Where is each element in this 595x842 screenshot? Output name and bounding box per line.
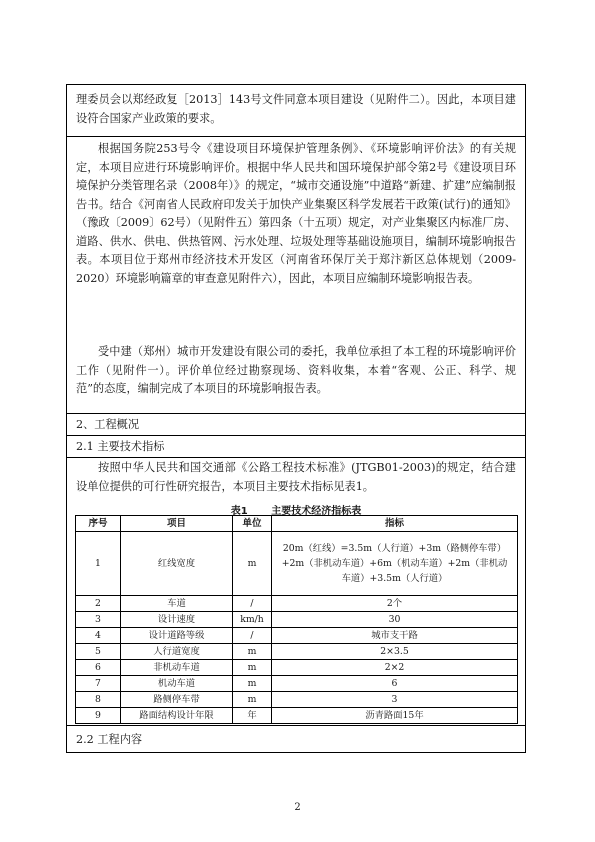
cell-value: 6 (272, 676, 518, 692)
cell-index: 6 (76, 660, 121, 676)
table-row (76, 532, 518, 596)
table-row (76, 692, 518, 708)
header-item: 项目 (121, 516, 233, 532)
table-row (76, 612, 518, 628)
table-row (76, 676, 518, 692)
section-title-overview: 2、工程概况 (76, 418, 140, 431)
header-index: 序号 (76, 516, 121, 532)
page-number: 2 (294, 802, 301, 813)
cell-value: 20m（红线）=3.5m（人行道）+3m（路侧停车带）+2m（非机动车道）+6m（机动车道）+2m（非机动车道）+3.5m（人行道） (272, 532, 518, 596)
cell-index: 2 (76, 596, 121, 612)
cell-value: 3 (272, 692, 518, 708)
cell-unit: 年 (233, 708, 272, 724)
cell-item: 人行道宽度 (121, 644, 233, 660)
cell-item: 红线宽度 (121, 532, 233, 596)
cell-index: 3 (76, 612, 121, 628)
cell-value: 城市支干路 (272, 628, 518, 644)
cell-value: 30 (272, 612, 518, 628)
section-title-project-content: 2.2 工程内容 (76, 733, 143, 746)
cell-item: 车道 (121, 596, 233, 612)
cell-index: 5 (76, 644, 121, 660)
divider (67, 725, 525, 726)
cell-item: 路面结构设计年限 (121, 708, 233, 724)
table-row (76, 708, 518, 724)
paragraph-regulations: 根据国务院253号令《建设项目环境保护管理条例》、《环境影响评价法》的有关规定，本项目应进行环境影响评价。根据中华人民共和国环境保护部令第2号《建设项目环境保护分类管理名录（2008年）》的规定，“城市交通设施”中道路“新建、扩建”应编制报告书。结合《河南省人民政府印发关于加快产业集聚区科学发展若干政策(试行)的通知》（豫政〔2009〕62号）（见附件五）第四条（十五项）规定，对产业集聚区内标准厂房、道路、供水、供电、供热管网、污水处理、垃圾处理等基础设施项目，编制环境影响报告表。本项目位于郑州市经济技术开发区（河南省环保厅关于郑汴新区总体规划（2009-2020）环境影响篇章的审查意见附件六），因此，本项目应编制环境影响报告表。 (76, 142, 516, 285)
cell-item: 设计道路等级 (121, 628, 233, 644)
tech-indicator-table (75, 515, 518, 724)
paragraph-tech-standard: 按照中华人民共和国交通部《公路工程技术标准》(JTGB01-2003)的规定，结合建设单位提供的可行性研究报告，本项目主要技术指标见表1。 (76, 461, 516, 493)
cell-unit: / (233, 596, 272, 612)
cell-unit: km/h (233, 612, 272, 628)
table-row (76, 644, 518, 660)
header-value: 指标 (272, 516, 518, 532)
cell-item: 设计速度 (121, 612, 233, 628)
cell-value: 沥青路面15年 (272, 708, 518, 724)
section-title-tech-indicators: 2.1 主要技术指标 (76, 440, 165, 453)
divider (67, 457, 525, 458)
table-row (76, 628, 518, 644)
table-row (76, 596, 518, 612)
header-unit: 单位 (233, 516, 272, 532)
cell-value: 2×3.5 (272, 644, 518, 660)
cell-unit: / (233, 628, 272, 644)
cell-index: 8 (76, 692, 121, 708)
cell-unit: m (233, 644, 272, 660)
cell-item: 路侧停车带 (121, 692, 233, 708)
cell-unit: m (233, 692, 272, 708)
cell-value: 2×2 (272, 660, 518, 676)
cell-unit: m (233, 660, 272, 676)
table-header-row (76, 516, 518, 532)
table-row (76, 660, 518, 676)
table-number: 表1 (230, 506, 248, 517)
cell-index: 9 (76, 708, 121, 724)
cell-unit: m (233, 532, 272, 596)
content-frame (66, 84, 526, 753)
divider (67, 435, 525, 436)
cell-item: 机动车道 (121, 676, 233, 692)
cell-unit: m (233, 676, 272, 692)
paragraph-policy-cont: 理委员会以郑经政复［2013］143号文件同意本项目建设（见附件二）。因此，本项目建设符合国家产业政策的要求。 (76, 93, 516, 125)
paragraph-commission: 受中建（郑州）城市开发建设有限公司的委托，我单位承担了本工程的环境影响评价工作（见附件一）。评价单位经过勘察现场、资料收集，本着“客观、公正、科学、规范”的态度，编制完成了本项目的环境影响报告表。 (76, 345, 516, 395)
cell-index: 1 (76, 532, 121, 596)
divider (67, 413, 525, 414)
cell-index: 7 (76, 676, 121, 692)
cell-item: 非机动车道 (121, 660, 233, 676)
cell-value: 2个 (272, 596, 518, 612)
cell-index: 4 (76, 628, 121, 644)
table-title: 主要技术经济指标表 (271, 506, 362, 517)
divider (67, 136, 525, 137)
